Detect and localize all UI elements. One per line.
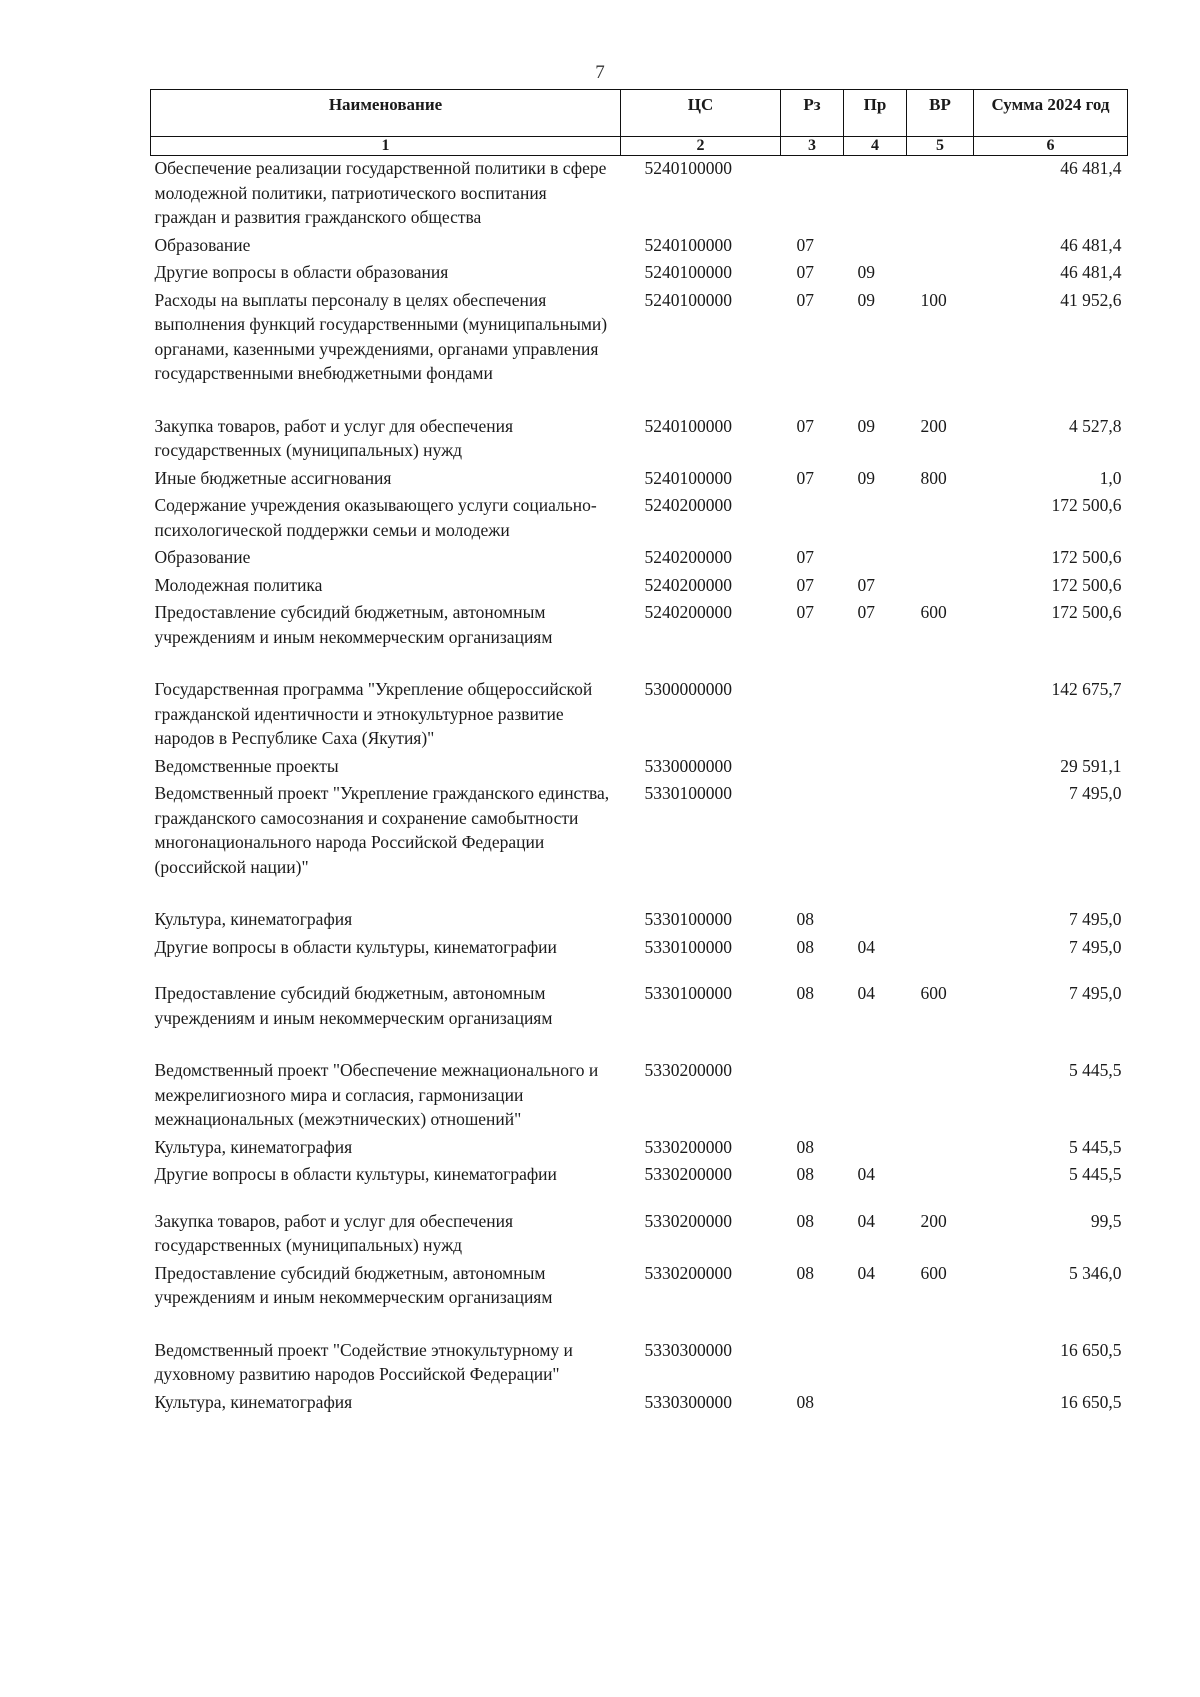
- cell-rz: 08: [796, 1210, 814, 1231]
- table-row: [151, 493, 1128, 545]
- cell-vr: [907, 754, 974, 782]
- table-row: [151, 1135, 1128, 1163]
- cell-pr: [844, 545, 907, 573]
- cell-vr: 800: [920, 467, 947, 488]
- header-pr: Пр: [844, 90, 907, 137]
- cell-sum: 46 481,4: [1060, 234, 1122, 255]
- table-row: [151, 288, 1128, 414]
- cell-sum: 5 346,0: [1069, 1262, 1122, 1283]
- table-row: [151, 573, 1128, 601]
- cell-vr: [907, 156, 974, 233]
- cell-cs: 5330200000: [644, 1164, 732, 1184]
- cell-name: Предоставление субсидий бюджетным, автономным учреждениям и иным некоммерческим организациям: [154, 1262, 553, 1307]
- cell-name: Содержание учреждения оказывающего услуги социально-психологической поддержки семьи и молодежи: [154, 495, 597, 540]
- cell-vr: 200: [920, 415, 947, 436]
- cell-cs: 5330200000: [644, 1210, 732, 1231]
- header-name: Наименование: [151, 90, 621, 137]
- cell-sum: 5 445,5: [1069, 1060, 1122, 1080]
- cell-rz: 07: [796, 289, 814, 310]
- cell-cs: 5330300000: [644, 1339, 732, 1360]
- cell-vr: 600: [920, 602, 947, 622]
- cell-vr: [907, 493, 974, 545]
- cell-sum: 7 495,0: [1069, 909, 1122, 929]
- cell-sum: 16 650,5: [1060, 1339, 1122, 1360]
- cell-sum: 41 952,6: [1060, 289, 1122, 310]
- cell-rz: [781, 1338, 844, 1390]
- cell-rz: 08: [796, 1391, 814, 1412]
- cell-pr: 04: [857, 1164, 875, 1184]
- cell-vr: [907, 1390, 974, 1418]
- cell-cs: 5240100000: [644, 289, 732, 310]
- cell-sum: 172 500,6: [1051, 547, 1122, 567]
- table-row: [151, 754, 1128, 782]
- table-body: [151, 156, 1128, 1418]
- cell-vr: [907, 260, 974, 288]
- cell-rz: [781, 156, 844, 233]
- cell-name: Иные бюджетные ассигнования: [154, 467, 392, 488]
- cell-pr: 09: [857, 467, 875, 488]
- header-rz: Рз: [781, 90, 844, 137]
- cell-rz: 07: [796, 547, 814, 567]
- cell-rz: [781, 493, 844, 545]
- cell-rz: 08: [796, 983, 814, 1003]
- column-number: 5: [907, 137, 974, 156]
- cell-vr: 600: [920, 983, 947, 1003]
- cell-rz: 07: [796, 574, 814, 595]
- cell-vr: [907, 1135, 974, 1163]
- cell-cs: 5330100000: [644, 936, 732, 957]
- table-row: [151, 1209, 1128, 1261]
- cell-sum: 7 495,0: [1069, 936, 1122, 957]
- cell-pr: 04: [857, 1262, 875, 1283]
- cell-name: Культура, кинематография: [154, 909, 353, 929]
- cell-sum: 172 500,6: [1051, 495, 1122, 515]
- cell-rz: [781, 677, 844, 754]
- cell-name: Другие вопросы в области образования: [154, 262, 449, 282]
- cell-cs: 5330000000: [644, 755, 732, 776]
- table-row: [151, 1338, 1128, 1390]
- table-row: [151, 1390, 1128, 1418]
- cell-rz: 07: [796, 262, 814, 282]
- cell-vr: [907, 935, 974, 982]
- table-row: [151, 414, 1128, 466]
- cell-rz: 08: [796, 909, 814, 929]
- cell-sum: 46 481,4: [1060, 158, 1122, 178]
- cell-pr: [844, 677, 907, 754]
- table-row: [151, 1162, 1128, 1209]
- cell-cs: 5240200000: [644, 574, 732, 595]
- cell-rz: [781, 781, 844, 907]
- table-row: [151, 600, 1128, 677]
- cell-vr: [907, 1338, 974, 1390]
- cell-rz: 08: [796, 936, 814, 957]
- cell-cs: 5330300000: [644, 1391, 732, 1412]
- cell-name: Другие вопросы в области культуры, кинематографии: [154, 936, 557, 957]
- cell-cs: 5240200000: [644, 602, 732, 622]
- header-sum: Сумма 2024 год: [974, 90, 1128, 137]
- column-number: 2: [621, 137, 781, 156]
- budget-table: [150, 89, 1128, 1417]
- column-number: 3: [781, 137, 844, 156]
- cell-cs: 5240100000: [644, 415, 732, 436]
- cell-sum: 172 500,6: [1051, 602, 1122, 622]
- cell-name: Предоставление субсидий бюджетным, автономным учреждениям и иным некоммерческим организациям: [154, 602, 553, 647]
- table-header-row: [151, 90, 1128, 137]
- cell-vr: 200: [920, 1210, 947, 1231]
- cell-name: Образование: [154, 547, 251, 567]
- cell-cs: 5330100000: [644, 909, 732, 929]
- cell-rz: 08: [796, 1262, 814, 1283]
- cell-pr: [844, 1338, 907, 1390]
- cell-sum: 142 675,7: [1051, 679, 1122, 699]
- cell-rz: 07: [796, 602, 814, 622]
- cell-rz: 08: [796, 1164, 814, 1184]
- cell-pr: [844, 754, 907, 782]
- column-number: 6: [974, 137, 1128, 156]
- table-row: [151, 466, 1128, 494]
- cell-rz: 08: [796, 1136, 814, 1157]
- table-row: [151, 1058, 1128, 1135]
- table-row: [151, 935, 1128, 982]
- table-row: [151, 677, 1128, 754]
- cell-name: Обеспечение реализации государственной политики в сфере молодежной политики, патриотического воспитания граждан и развития гражданского общества: [154, 158, 607, 227]
- cell-cs: 5240100000: [644, 262, 732, 282]
- cell-name: Молодежная политика: [154, 574, 323, 595]
- cell-pr: 07: [857, 602, 875, 622]
- cell-vr: [907, 907, 974, 935]
- cell-pr: [844, 1058, 907, 1135]
- cell-rz: 07: [796, 415, 814, 436]
- cell-sum: 7 495,0: [1069, 783, 1122, 803]
- cell-sum: 99,5: [1090, 1210, 1122, 1231]
- cell-cs: 5330100000: [644, 783, 732, 803]
- cell-name: Культура, кинематография: [154, 1136, 353, 1157]
- cell-sum: 16 650,5: [1060, 1391, 1122, 1412]
- cell-sum: 7 495,0: [1069, 983, 1122, 1003]
- cell-sum: 172 500,6: [1051, 574, 1122, 595]
- cell-name: Культура, кинематография: [154, 1391, 353, 1412]
- table-row: [151, 233, 1128, 261]
- cell-name: Закупка товаров, работ и услуг для обеспечения государственных (муниципальных) нужд: [154, 1210, 514, 1255]
- cell-pr: [844, 156, 907, 233]
- cell-name: Предоставление субсидий бюджетным, автономным учреждениям и иным некоммерческим организациям: [154, 983, 553, 1028]
- table-row: [151, 981, 1128, 1058]
- cell-pr: 09: [857, 262, 875, 282]
- column-number: 4: [844, 137, 907, 156]
- column-number-row: [151, 137, 1128, 156]
- table-row: [151, 781, 1128, 907]
- cell-cs: 5330200000: [644, 1060, 732, 1080]
- cell-name: Другие вопросы в области культуры, кинематографии: [154, 1164, 557, 1184]
- cell-pr: 04: [857, 1210, 875, 1231]
- cell-name: Образование: [154, 234, 251, 255]
- table-row: [151, 156, 1128, 233]
- header-vr: ВР: [907, 90, 974, 137]
- cell-sum: 29 591,1: [1060, 755, 1122, 776]
- cell-cs: 5330200000: [644, 1262, 732, 1283]
- cell-sum: 4 527,8: [1069, 415, 1122, 436]
- cell-cs: 5240100000: [644, 467, 732, 488]
- cell-rz: [781, 754, 844, 782]
- cell-vr: 100: [920, 289, 947, 310]
- cell-pr: 07: [857, 574, 875, 595]
- cell-name: Государственная программа "Укрепление общероссийской гражданской идентичности и этнокультурное развитие народов в Республике Саха (Якутия)": [154, 679, 593, 748]
- cell-sum: 46 481,4: [1060, 262, 1122, 282]
- cell-vr: [907, 677, 974, 754]
- cell-sum: 5 445,5: [1069, 1164, 1122, 1184]
- cell-cs: 5300000000: [644, 679, 732, 699]
- cell-cs: 5240200000: [644, 547, 732, 567]
- cell-name: Расходы на выплаты персоналу в целях обеспечения выполнения функций государственными (муниципальными) органами, казенными учреждениями, органами управления государственными внебюджетными фондами: [154, 289, 608, 383]
- cell-name: Ведомственный проект "Укрепление гражданского единства, гражданского самосознания и сохранение самобытности многонационального народа Российской Федерации (российской нации)": [154, 783, 610, 877]
- cell-pr: [844, 1135, 907, 1163]
- cell-vr: [907, 1058, 974, 1135]
- cell-vr: [907, 233, 974, 261]
- cell-cs: 5240200000: [644, 495, 732, 515]
- cell-pr: [844, 493, 907, 545]
- table-row: [151, 260, 1128, 288]
- cell-pr: 04: [857, 983, 875, 1003]
- cell-pr: [844, 1390, 907, 1418]
- cell-vr: [907, 573, 974, 601]
- cell-pr: [844, 233, 907, 261]
- table-row: [151, 1261, 1128, 1338]
- cell-pr: 09: [857, 289, 875, 310]
- cell-name: Ведомственные проекты: [154, 755, 339, 776]
- cell-name: Закупка товаров, работ и услуг для обеспечения государственных (муниципальных) нужд: [154, 415, 514, 460]
- cell-vr: [907, 1162, 974, 1209]
- table-row: [151, 545, 1128, 573]
- cell-sum: 1,0: [1099, 467, 1122, 488]
- cell-vr: [907, 781, 974, 907]
- cell-rz: 07: [796, 234, 814, 255]
- page-number: 7: [595, 62, 605, 83]
- header-cs: ЦС: [621, 90, 781, 137]
- cell-cs: 5240100000: [644, 234, 732, 255]
- cell-name: Ведомственный проект "Обеспечение межнационального и межрелигиозного мира и согласия, гармонизации межнациональных (межэтнических) отношений": [154, 1060, 599, 1129]
- cell-cs: 5330200000: [644, 1136, 732, 1157]
- cell-pr: [844, 907, 907, 935]
- cell-cs: 5240100000: [644, 158, 732, 178]
- cell-pr: 09: [857, 415, 875, 436]
- cell-pr: [844, 781, 907, 907]
- column-number: 1: [151, 137, 621, 156]
- cell-cs: 5330100000: [644, 983, 732, 1003]
- table-row: [151, 907, 1128, 935]
- cell-vr: 600: [920, 1262, 947, 1283]
- cell-vr: [907, 545, 974, 573]
- cell-rz: [781, 1058, 844, 1135]
- cell-rz: 07: [796, 467, 814, 488]
- cell-sum: 5 445,5: [1069, 1136, 1122, 1157]
- cell-name: Ведомственный проект "Содействие этнокультурному и духовному развитию народов Российской Федерации": [154, 1339, 573, 1384]
- cell-pr: 04: [857, 936, 875, 957]
